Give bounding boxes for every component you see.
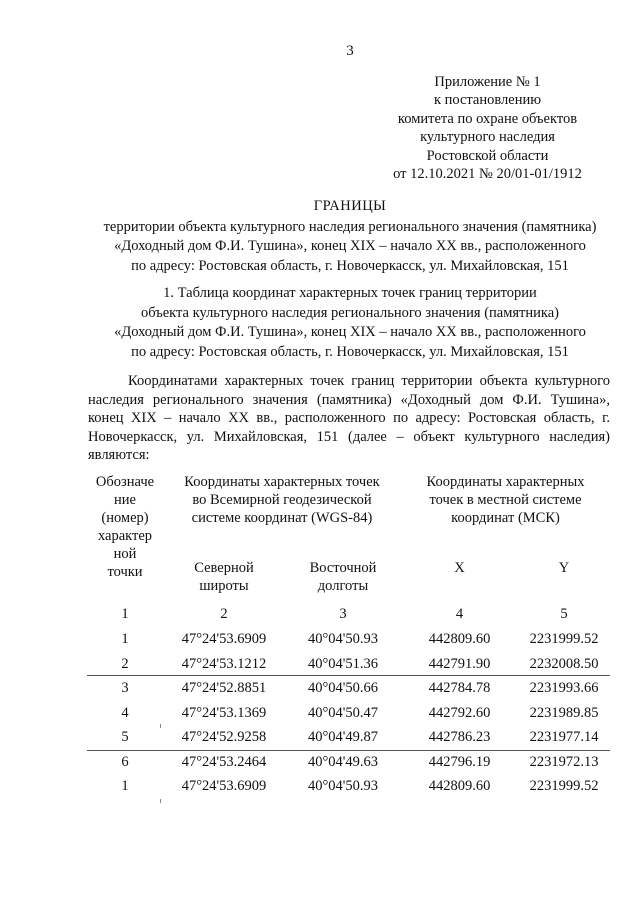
cell-east: 40°04'50.93 — [307, 778, 379, 794]
table-row — [87, 774, 610, 799]
table-separator-line — [87, 675, 610, 676]
cell-x: 442784.78 — [428, 680, 491, 696]
cell-x: 442791.90 — [428, 655, 491, 672]
cell-x: 442792.60 — [428, 704, 491, 721]
header-point-text: Обозначе ние (номер) характер ной точки — [95, 474, 155, 580]
cell-y: 2231977.14 — [529, 729, 599, 745]
cell-x: 442786.23 — [428, 729, 491, 745]
cell-point: 3 — [121, 680, 129, 696]
table-separator-line — [87, 750, 610, 751]
cell-north: 47°24'52.8851 — [181, 680, 267, 696]
appendix-line: от 12.10.2021 № 20/01-01/1912 — [393, 166, 582, 183]
cell-north: 47°24'53.6909 — [181, 631, 267, 647]
table-row — [87, 676, 610, 701]
column-number: 3 — [339, 606, 347, 622]
column-number: 2 — [220, 606, 228, 622]
cell-north: 47°24'53.1212 — [181, 655, 267, 672]
subheader-north — [163, 559, 285, 601]
cell-y: 2231972.13 — [529, 753, 599, 770]
table-artefact-mark — [160, 799, 161, 803]
header-wgs-text: Координаты характерных точек во Всемирной геодезической системе координат (WGS-84) — [184, 474, 380, 526]
table-subheader-row — [87, 559, 610, 601]
appendix-line: к постановлению — [433, 92, 542, 109]
table-title — [70, 284, 630, 362]
title-line: по адресу: Ростовская область, г. Новочеркасск, ул. Михайловская, 151 — [131, 257, 569, 274]
table-row — [87, 652, 610, 677]
cell-east: 40°04'50.93 — [307, 631, 379, 647]
cell-east: 40°04'50.47 — [307, 704, 379, 721]
subheader-east-text: Восточной долготы — [309, 560, 377, 594]
column-number: 4 — [455, 606, 464, 622]
cell-y: 2232008.50 — [529, 655, 599, 672]
title-line: «Доходный дом Ф.И. Тушина», конец XIX – начало XX вв., расположенного — [114, 238, 586, 254]
column-number: 1 — [121, 606, 129, 622]
cell-north: 47°24'52.9258 — [181, 729, 267, 745]
header-point — [87, 473, 163, 601]
table-row — [87, 750, 610, 775]
cell-east: 40°04'51.36 — [307, 655, 379, 672]
cell-east: 40°04'49.87 — [307, 729, 379, 745]
cell-north: 47°24'53.2464 — [181, 753, 267, 770]
cell-point: 6 — [121, 753, 129, 770]
table-row — [87, 701, 610, 726]
table-row — [87, 627, 610, 652]
cell-x: 442809.60 — [428, 631, 491, 647]
appendix-block — [380, 73, 595, 183]
cell-x: 442809.60 — [428, 778, 491, 794]
subheader-y: Y — [558, 560, 570, 576]
cell-north: 47°24'53.6909 — [181, 778, 267, 794]
document-title — [70, 197, 630, 276]
cell-y: 2231993.66 — [529, 680, 599, 696]
column-number-row — [87, 601, 610, 627]
cell-east: 40°04'49.63 — [307, 753, 379, 770]
intro-paragraph: Координатами характерных точек границ территории объекта культурного наследия регионального значения (памятника) «Доходный дом Ф.И. Тушина», конец XIX – начало XX вв., расположенного по адресу: Ростовская область, г. Новочеркасск, ул. Михайловская, 151 (далее – объект культурного наследия) являются: — [88, 373, 610, 464]
cell-east: 40°04'50.66 — [307, 680, 379, 696]
table-title-line: объекта культурного наследия регионального значения (памятника) — [140, 304, 560, 321]
appendix-line: Приложение № 1 — [434, 74, 541, 90]
cell-north: 47°24'53.1369 — [181, 704, 267, 721]
appendix-line: Ростовской области — [426, 147, 549, 164]
appendix-line: комитета по охране объектов — [397, 110, 578, 127]
column-number: 5 — [560, 606, 568, 622]
cell-point: 1 — [121, 778, 129, 794]
subheader-x: X — [454, 560, 465, 576]
table-title-line: 1. Таблица координат характерных точек границ территории — [163, 285, 537, 301]
table-artefact-mark — [160, 724, 161, 728]
subheader-north-text: Северной широты — [194, 560, 254, 594]
title-line: территории объекта культурного наследия регионального значения (памятника) — [103, 218, 597, 235]
header-msk-text: Координаты характерных точек в местной системе координат (МСК) — [426, 474, 585, 526]
table-row — [87, 725, 610, 750]
page-number: 3 — [346, 43, 354, 59]
subheader-east — [285, 559, 401, 601]
appendix-line: культурного наследия — [420, 129, 555, 146]
cell-point: 1 — [121, 631, 129, 647]
cell-point: 5 — [121, 729, 129, 745]
cell-point: 4 — [121, 704, 129, 721]
table-header-row — [87, 473, 610, 559]
table-title-line: по адресу: Ростовская область, г. Новочеркасск, ул. Михайловская, 151 — [131, 343, 569, 360]
cell-x: 442796.19 — [428, 753, 491, 770]
header-msk — [401, 473, 610, 559]
cell-y: 2231999.52 — [529, 631, 599, 647]
cell-y: 2231999.52 — [529, 778, 599, 794]
title-heading: ГРАНИЦЫ — [313, 198, 387, 214]
header-wgs — [163, 473, 401, 559]
cell-y: 2231989.85 — [529, 704, 599, 721]
table-title-line: «Доходный дом Ф.И. Тушина», конец XIX – начало XX вв., расположенного — [114, 324, 586, 340]
cell-point: 2 — [121, 655, 129, 672]
